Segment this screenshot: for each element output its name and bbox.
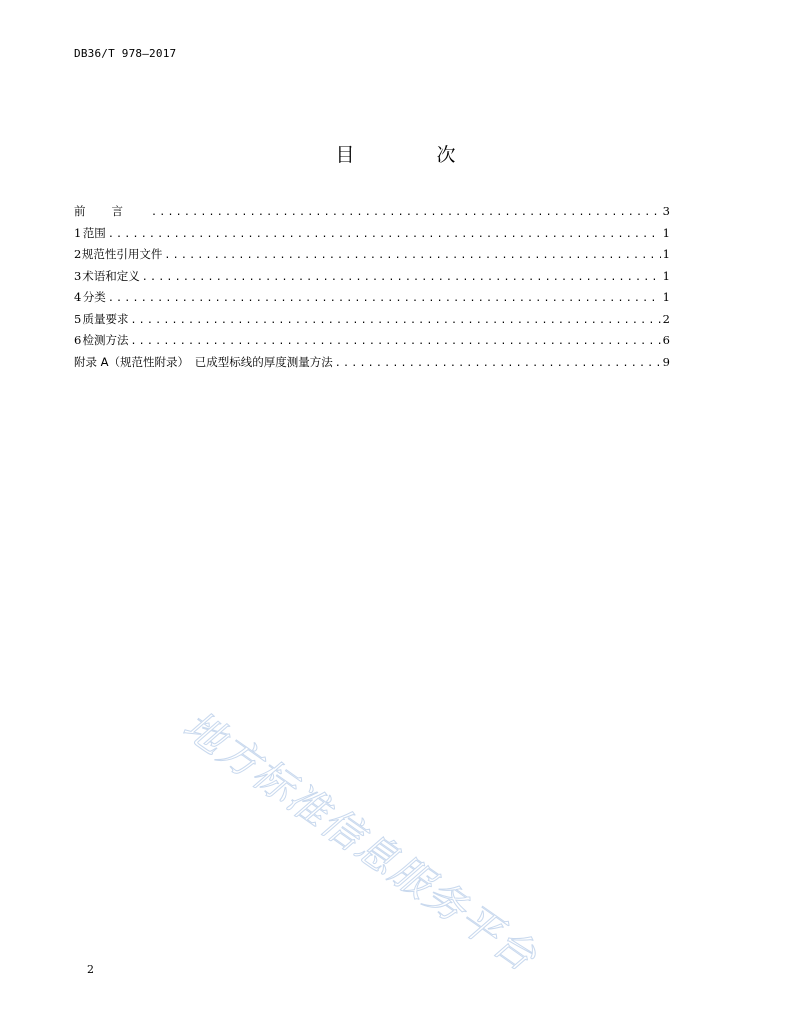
toc-leader-dots xyxy=(108,288,661,310)
toc-entry-label: 范围 xyxy=(82,225,106,240)
toc-entry-page: 3 xyxy=(662,204,670,218)
toc-entry-label: 分类 xyxy=(82,290,106,304)
toc-entry-number: 3 xyxy=(74,268,82,283)
toc-entry-quality-requirements[interactable] xyxy=(74,309,670,331)
toc-entry-page: 1 xyxy=(662,268,670,283)
page-number: 2 xyxy=(87,963,94,976)
toc-entry-page: 2 xyxy=(662,311,670,326)
toc-entry-page: 9 xyxy=(662,354,670,369)
watermark: 地方标准信息服务平台 xyxy=(174,702,546,982)
toc-entry-page: 6 xyxy=(662,333,670,347)
toc-entry-classification[interactable] xyxy=(74,287,670,309)
toc-entry-number: 2 xyxy=(74,247,82,261)
toc-entry-page: 1 xyxy=(662,225,670,240)
toc-entry-label: 规范性引用文件 xyxy=(81,247,163,261)
toc-entry-appendix-a[interactable] xyxy=(74,352,670,374)
document-code: DB36/T 978—2017 xyxy=(74,47,177,60)
toc-entry-scope[interactable] xyxy=(74,223,670,245)
toc-entry-label: 检测方法 xyxy=(82,333,129,347)
toc-entry-normative-references[interactable] xyxy=(74,244,670,266)
toc-leader-dots xyxy=(108,224,661,246)
toc-entry-number: 1 xyxy=(74,225,82,240)
toc-entry-terms-definitions[interactable] xyxy=(74,266,670,288)
toc-leader-dots xyxy=(142,267,661,289)
toc-leader-dots xyxy=(130,310,660,332)
toc-entry-page: 1 xyxy=(662,290,670,304)
page-title: 目 次 xyxy=(335,144,494,166)
table-of-contents xyxy=(74,201,670,373)
toc-leader-dots xyxy=(151,202,661,224)
toc-entry-label: 附录 A（规范性附录） 已成型标线的厚度测量方法 xyxy=(74,354,333,369)
toc-entry-label: 前言 xyxy=(74,204,149,218)
toc-entry-label: 术语和定义 xyxy=(82,268,140,283)
toc-leader-dots xyxy=(335,353,661,375)
toc-entry-number: 4 xyxy=(74,290,82,304)
toc-entry-number: 5 xyxy=(74,311,82,326)
toc-leader-dots xyxy=(164,245,660,267)
toc-entry-number: 6 xyxy=(74,333,82,347)
toc-entry-foreword[interactable] xyxy=(74,201,670,223)
toc-entry-label: 质量要求 xyxy=(82,311,129,326)
toc-entry-test-methods[interactable] xyxy=(74,330,670,352)
toc-entry-page: 1 xyxy=(662,247,670,261)
toc-leader-dots xyxy=(130,331,660,353)
